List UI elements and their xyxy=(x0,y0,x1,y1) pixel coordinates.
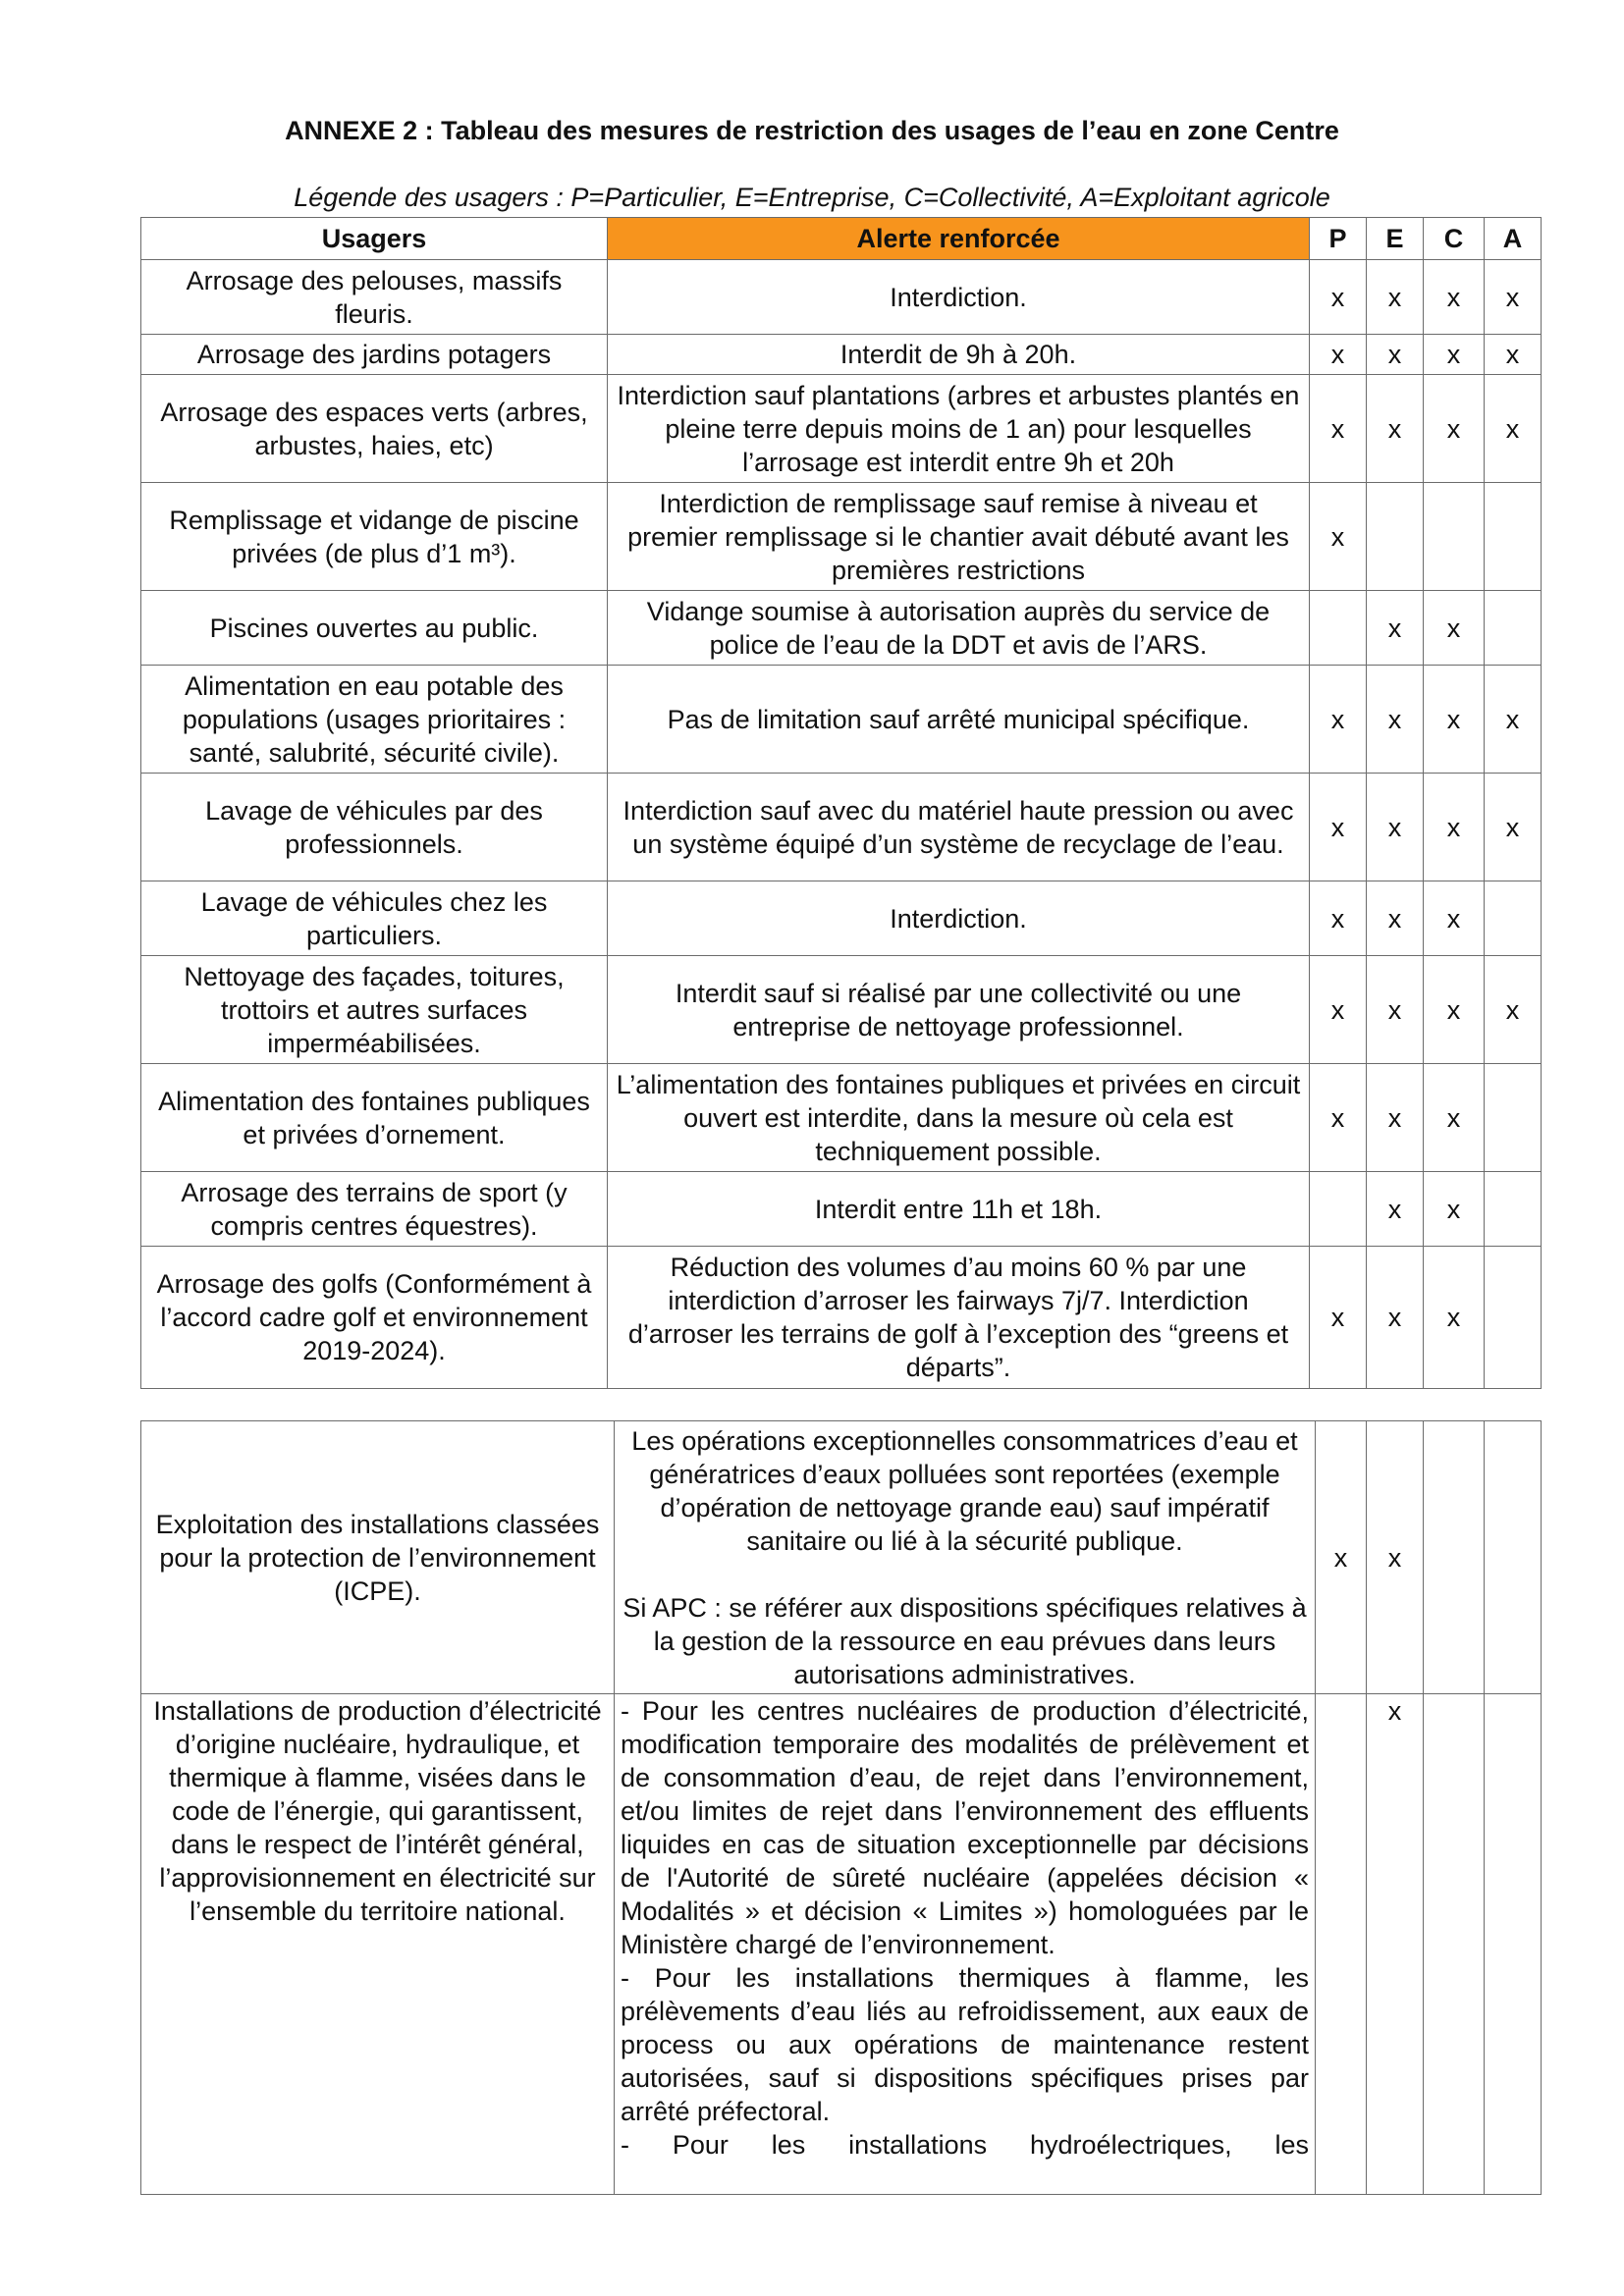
usage-cell: Alimentation en eau potable des populations (usages prioritaires : santé, salubrité, sécurité civile). xyxy=(141,666,608,774)
usage-cell: Installations de production d’électricité d’origine nucléaire, hydraulique, et thermique à flamme, visées dans le code de l’énergie, qui garantissent, dans le respect de l’intérêt général, l’approvisionnement en électricité sur l’ensemble du territoire national. xyxy=(141,1694,615,2195)
mark-a: x xyxy=(1485,335,1542,375)
mark-a xyxy=(1485,591,1542,666)
table-row xyxy=(141,1247,1542,1389)
mark-p: x xyxy=(1310,483,1367,591)
measure-cell: Interdiction. xyxy=(608,881,1310,956)
usage-cell: Exploitation des installations classées pour la protection de l’environnement (ICPE). xyxy=(141,1421,615,1694)
legend: Légende des usagers : P=Particulier, E=Entreprise, C=Collectivité, A=Exploitant agricole xyxy=(294,183,1330,212)
usage-cell: Lavage de véhicules chez les particuliers. xyxy=(141,881,608,956)
table-row xyxy=(141,483,1542,591)
table-row xyxy=(141,774,1542,881)
mark-e: x xyxy=(1367,591,1424,666)
mark-c: x xyxy=(1424,260,1485,335)
mark-e: x xyxy=(1367,1421,1424,1694)
header-c: C xyxy=(1424,218,1485,260)
restriction-table xyxy=(140,217,1542,1389)
mark-a xyxy=(1485,483,1542,591)
page-title: ANNEXE 2 : Tableau des mesures de restriction des usages de l’eau en zone Centre xyxy=(285,116,1339,145)
mark-p: x xyxy=(1316,1421,1367,1694)
usage-cell: Arrosage des jardins potagers xyxy=(141,335,608,375)
usage-cell: Lavage de véhicules par des professionnels. xyxy=(141,774,608,881)
mark-p xyxy=(1316,1694,1367,2195)
measure-paragraph: Si APC : se référer aux dispositions spécifiques relatives à la gestion de la ressource en eau prévues dans leurs autorisations administratives. xyxy=(623,1592,1307,1689)
mark-c: x xyxy=(1424,666,1485,774)
mark-p: x xyxy=(1310,666,1367,774)
mark-p xyxy=(1310,1172,1367,1247)
measure-paragraph: - Pour les installations hydroélectriques, les xyxy=(621,2130,1309,2160)
mark-a xyxy=(1485,1247,1542,1389)
mark-p: x xyxy=(1310,774,1367,881)
measure-paragraph: Les opérations exceptionnelles consommatrices d’eau et génératrices d’eaux polluées sont reportées (exemple d’opération de nettoyage grande eau) sauf impératif sanitaire ou lié à la sécurité publique. xyxy=(631,1425,1298,1556)
mark-c xyxy=(1424,483,1485,591)
mark-a: x xyxy=(1485,774,1542,881)
mark-a: x xyxy=(1485,260,1542,335)
measure-cell: Interdit entre 11h et 18h. xyxy=(608,1172,1310,1247)
table-row xyxy=(141,375,1542,483)
usage-cell: Arrosage des pelouses, massifs fleuris. xyxy=(141,260,608,335)
table-row xyxy=(141,1694,1542,2195)
table-row xyxy=(141,591,1542,666)
measure-cell: Interdiction sauf avec du matériel haute pression ou avec un système équipé d’un système de recyclage de l’eau. xyxy=(608,774,1310,881)
table-row xyxy=(141,1064,1542,1172)
mark-e: x xyxy=(1367,1064,1424,1172)
measure-paragraph: - Pour les installations thermiques à flamme, les prélèvements d’eau liés au refroidissement, aux eaux de process ou aux opérations de maintenance restent autorisées, sauf si dispositions spécifiques prises par arrêté préfectoral. xyxy=(621,1963,1309,2126)
measure-paragraph: - Pour les centres nucléaires de production d’électricité, modification temporaire des modalités de prélèvement et de consommation d’eau, de rejet dans l’environnement, et/ou limites de rejet dans l’environnement des effluents liquides en cas de situation exceptionnelle par décisions de l'Autorité de sûreté nucléaire (appelées décision « Modalités » et décision « Limites ») homologuées par le Ministère chargé de l’environnement. xyxy=(621,1696,1309,1959)
mark-p: x xyxy=(1310,1064,1367,1172)
mark-c xyxy=(1424,1694,1485,2195)
usage-cell: Piscines ouvertes au public. xyxy=(141,591,608,666)
header-usagers: Usagers xyxy=(141,218,608,260)
mark-e: x xyxy=(1367,774,1424,881)
mark-e: x xyxy=(1367,666,1424,774)
mark-p: x xyxy=(1310,881,1367,956)
mark-e: x xyxy=(1367,1247,1424,1389)
measure-cell: Réduction des volumes d’au moins 60 % par une interdiction d’arroser les fairways 7j/7. Interdiction d’arroser les terrains de golf à l’exception des “greens et départs”. xyxy=(608,1247,1310,1389)
mark-a: x xyxy=(1485,956,1542,1064)
table-row xyxy=(141,666,1542,774)
usage-cell: Arrosage des terrains de sport (y compris centres équestres). xyxy=(141,1172,608,1247)
table-row xyxy=(141,1172,1542,1247)
mark-a: x xyxy=(1485,375,1542,483)
mark-e: x xyxy=(1367,260,1424,335)
table-row xyxy=(141,956,1542,1064)
mark-a: x xyxy=(1485,666,1542,774)
measure-cell: Interdiction. xyxy=(608,260,1310,335)
mark-c: x xyxy=(1424,1172,1485,1247)
usage-cell: Arrosage des golfs (Conformément à l’accord cadre golf et environnement 2019-2024). xyxy=(141,1247,608,1389)
mark-c: x xyxy=(1424,1064,1485,1172)
table-row xyxy=(141,1421,1542,1694)
mark-e xyxy=(1367,483,1424,591)
mark-p: x xyxy=(1310,1247,1367,1389)
mark-c: x xyxy=(1424,375,1485,483)
mark-e: x xyxy=(1367,956,1424,1064)
mark-e: x xyxy=(1367,881,1424,956)
table-row xyxy=(141,881,1542,956)
mark-c: x xyxy=(1424,1247,1485,1389)
mark-p: x xyxy=(1310,375,1367,483)
mark-a xyxy=(1485,1172,1542,1247)
usage-cell: Arrosage des espaces verts (arbres, arbustes, haies, etc) xyxy=(141,375,608,483)
measure-cell: Interdiction sauf plantations (arbres et arbustes plantés en pleine terre depuis moins de 1 an) pour lesquelles l’arrosage est interdit entre 9h et 20h xyxy=(608,375,1310,483)
mark-c: x xyxy=(1424,774,1485,881)
measure-cell: Interdiction de remplissage sauf remise à niveau et premier remplissage si le chantier avait débuté avant les premières restrictions xyxy=(608,483,1310,591)
table-row xyxy=(141,335,1542,375)
usage-cell: Nettoyage des façades, toitures, trottoirs et autres surfaces imperméabilisées. xyxy=(141,956,608,1064)
header-a: A xyxy=(1485,218,1542,260)
mark-a xyxy=(1485,1421,1542,1694)
mark-e: x xyxy=(1367,1172,1424,1247)
measure-cell: Pas de limitation sauf arrêté municipal spécifique. xyxy=(608,666,1310,774)
mark-e: x xyxy=(1367,335,1424,375)
measure-cell: Interdit sauf si réalisé par une collectivité ou une entreprise de nettoyage professionnel. xyxy=(608,956,1310,1064)
mark-a xyxy=(1485,881,1542,956)
measure-cell xyxy=(615,1421,1316,1694)
mark-e: x xyxy=(1367,1694,1424,2195)
header-alerte-renforcee: Alerte renforcée xyxy=(608,218,1310,260)
mark-c: x xyxy=(1424,335,1485,375)
table-header-row xyxy=(141,218,1542,260)
mark-p: x xyxy=(1310,956,1367,1064)
mark-a xyxy=(1485,1694,1542,2195)
mark-e: x xyxy=(1367,375,1424,483)
mark-p: x xyxy=(1310,260,1367,335)
measure-cell: Vidange soumise à autorisation auprès du service de police de l’eau de la DDT et avis de l’ARS. xyxy=(608,591,1310,666)
mark-c: x xyxy=(1424,956,1485,1064)
measure-cell: L’alimentation des fontaines publiques et privées en circuit ouvert est interdite, dans la mesure où cela est techniquement possible. xyxy=(608,1064,1310,1172)
mark-p xyxy=(1310,591,1367,666)
mark-a xyxy=(1485,1064,1542,1172)
measure-cell xyxy=(615,1694,1316,2195)
usage-cell: Remplissage et vidange de piscine privées (de plus d’1 m³). xyxy=(141,483,608,591)
mark-p: x xyxy=(1310,335,1367,375)
header-e: E xyxy=(1367,218,1424,260)
mark-c xyxy=(1424,1421,1485,1694)
table-row xyxy=(141,260,1542,335)
mark-c: x xyxy=(1424,881,1485,956)
mark-c: x xyxy=(1424,591,1485,666)
header-p: P xyxy=(1310,218,1367,260)
usage-cell: Alimentation des fontaines publiques et privées d’ornement. xyxy=(141,1064,608,1172)
measure-cell: Interdit de 9h à 20h. xyxy=(608,335,1310,375)
restriction-table-continued xyxy=(140,1420,1542,2195)
